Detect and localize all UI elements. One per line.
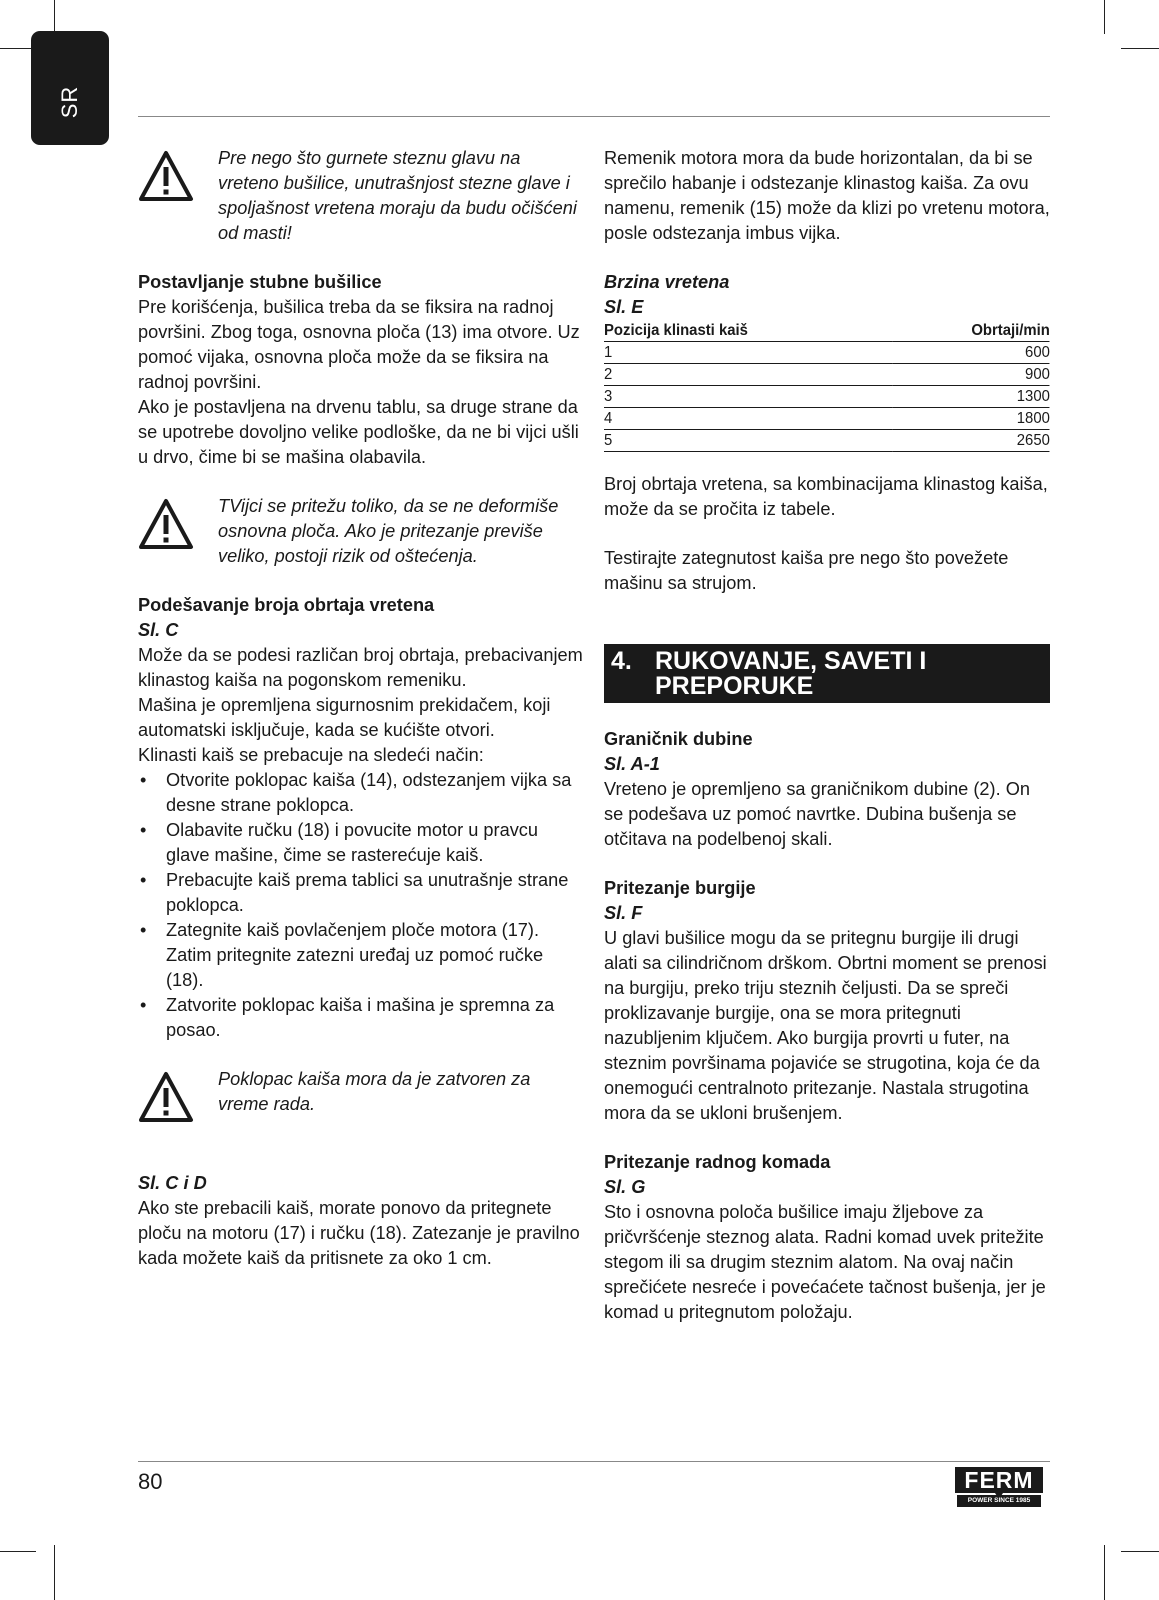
page-number: 80 — [138, 1469, 163, 1494]
heading-mounting: Postavljanje stubne bušilice — [138, 272, 382, 292]
figure-ref: Sl. E — [604, 297, 644, 317]
warning-triangle-icon — [138, 494, 218, 550]
crop-mark — [54, 1545, 55, 1600]
list-item: • Olabavite ručku (18) i povucite motor u pravcu glave mašine, čime se rasterećuje kaiš. — [138, 818, 584, 868]
section-title: RUKOVANJE, SAVETI I PREPORUKE — [655, 647, 927, 700]
ferm-logo — [949, 1463, 1049, 1511]
heading-bit-clamping: Pritezanje burgije — [604, 878, 756, 898]
heading-spindle-speed: Podešavanje broja obrtaja vretena — [138, 595, 435, 615]
table-cell: 1800 — [892, 408, 1049, 430]
list-item: • Otvorite poklopac kaiša (14), odstezanjem vijka sa desne strane poklopca. — [138, 768, 584, 818]
crop-mark — [1104, 0, 1105, 34]
figure-ref: Sl. G — [604, 1177, 646, 1197]
table-cell: 5 — [604, 430, 892, 452]
heading-depth-stop: Graničnik dubine — [604, 729, 753, 749]
language-code: SR — [57, 85, 82, 119]
crop-mark — [1104, 1545, 1105, 1600]
left-column — [138, 146, 584, 1271]
warning-block — [138, 494, 584, 569]
table-header-row — [604, 320, 1050, 342]
paragraph: Sto i osnovna poloča bušilice imaju žljebove za pričvršćenje steznog alata. Radni komad uvek pritežite stegom ili sa drugim steznim alatom. Na ovaj način sprečićete nesreće i povećaćete tačnost bušenja, jer je komad u pritegnutom položaju. — [604, 1202, 1046, 1322]
paragraph: Mašina je opremljena sigurnosnim prekidačem, koji automatski isključuje, kada se kućište otvori. — [138, 695, 551, 740]
section-number: 4. — [611, 647, 632, 675]
paragraph: U glavi bušilice mogu da se pritegnu burgije ili drugi alati sa cilindričnom drškom. Obrtni moment se prenosi na burgiju, preko triju steznih čeljusti. Da se spreči proklizavanje burgije, ona se mora pritegnuti nazubljenim ključem. Ako burgija provrti u futer, na steznim površinama pojaviće se strugotina, koja će da onemogući centralnoto pritezanje. Nastala strugotina mora da se ukloni brušenjem. — [604, 928, 1047, 1123]
list-item: • Zatvorite poklopac kaiša i mašina je spremna za posao. — [138, 993, 584, 1043]
paragraph: Broj obrtaja vretena, sa kombinacijama klinastog kaiša, može da se pročita iz tabele. — [604, 474, 1048, 519]
figure-ref: Sl. A-1 — [604, 754, 660, 774]
list-item: • Zategnite kaiš povlačenjem ploče motora (17). Zatim pritegnite zatezni uređaj uz pomoć ručke (18). — [138, 918, 584, 993]
bottom-rule — [138, 1461, 1050, 1462]
table-cell: 600 — [892, 342, 1049, 364]
figure-ref: Sl. F — [604, 903, 643, 923]
logo-tagline: POWER SINCE 1985 — [967, 1497, 1031, 1504]
table-row — [604, 408, 1050, 430]
warning-text: Pre nego što gurnete steznu glavu na vreteno bušilice, unutrašnjost stezne glave i spoljašnost vretena moraju da budu očišćeni od masti! — [218, 148, 577, 243]
warning-triangle-icon — [138, 146, 218, 202]
table-row — [604, 364, 1050, 386]
table-cell: 2650 — [892, 430, 1049, 452]
crop-mark — [0, 1551, 36, 1552]
right-column — [604, 146, 1050, 1325]
heading-workpiece-clamping: Pritezanje radnog komada — [604, 1152, 831, 1172]
table-cell: 4 — [604, 408, 892, 430]
warning-block — [138, 146, 584, 246]
figure-ref: Sl. C — [138, 620, 179, 640]
table-cell: 3 — [604, 386, 892, 408]
table-wrapper — [604, 320, 1050, 458]
paragraph: Ako je postavljena na drvenu tablu, sa druge strane da se upotrebe dovoljno velike podloške, da ne bi vijci ušli u drvo, čime bi se mašina olabavila. — [138, 397, 579, 467]
warning-triangle-icon — [138, 1067, 218, 1123]
heading-spindle-speed-table: Brzina vretena — [604, 272, 730, 292]
table-cell: 900 — [892, 364, 1049, 386]
paragraph: Ako ste prebacili kaiš, morate ponovo da pritegnete ploču na motoru (17) i ručku (18). Zatezanje je pravilno kada možete kaiš da pritisnete za oko 1 cm. — [138, 1198, 580, 1268]
table-header: Pozicija klinasti kaiš — [604, 320, 892, 342]
language-tab — [31, 31, 109, 145]
warning-block — [138, 1067, 584, 1123]
paragraph: Testirajte zategnutost kaiša pre nego što povežete mašinu sa strujom. — [604, 548, 1009, 593]
table-row — [604, 386, 1050, 408]
warning-text: TVijci se pritežu toliko, da se ne deformiše osnovna ploča. Ako je pritezanje previše veliko, postoji rizik od oštećenja. — [218, 496, 559, 566]
top-rule — [138, 116, 1050, 117]
bullet-list — [138, 768, 584, 1043]
logo-brand: FERM — [964, 1467, 1034, 1493]
paragraph: Remenik motora mora da bude horizontalan, da bi se sprečilo habanje i odstezanje klinastog kaiša. Za ovu namenu, remenik (15) može da klizi po vretenu motora, posle odstezanja imbus vijka. — [604, 148, 1050, 243]
section-heading — [604, 644, 1050, 703]
table-cell: 1300 — [892, 386, 1049, 408]
table-header: Obrtaji/min — [892, 320, 1049, 342]
table-cell: 1 — [604, 342, 892, 364]
table-cell: 2 — [604, 364, 892, 386]
speed-table — [604, 320, 1050, 452]
paragraph: Može da se podesi različan broj obrtaja, prebacivanjem klinastog kaiša na pogonskom remeniku. — [138, 645, 583, 690]
crop-mark — [1121, 1551, 1159, 1552]
paragraph: Vreteno je opremljeno sa graničnikom dubine (2). On se podešava uz pomoć navrtke. Dubina bušenja se otčitava na podelbenoj skali. — [604, 779, 1030, 849]
table-row — [604, 342, 1050, 364]
crop-mark — [1121, 48, 1159, 49]
warning-text: Poklopac kaiša mora da je zatvoren za vreme rada. — [218, 1069, 531, 1114]
list-item: • Prebacujte kaiš prema tablici sa unutrašnje strane poklopca. — [138, 868, 584, 918]
figure-ref: Sl. C i D — [138, 1173, 207, 1193]
table-row — [604, 430, 1050, 452]
paragraph: Klinasti kaiš se prebacuje na sledeći način: — [138, 745, 484, 765]
paragraph: Pre korišćenja, bušilica treba da se fiksira na radnoj površini. Zbog toga, osnovna ploča (13) ima otvore. Uz pomoć vijaka, osnovna ploča može da se fiksira na radnoj površini. — [138, 297, 580, 392]
